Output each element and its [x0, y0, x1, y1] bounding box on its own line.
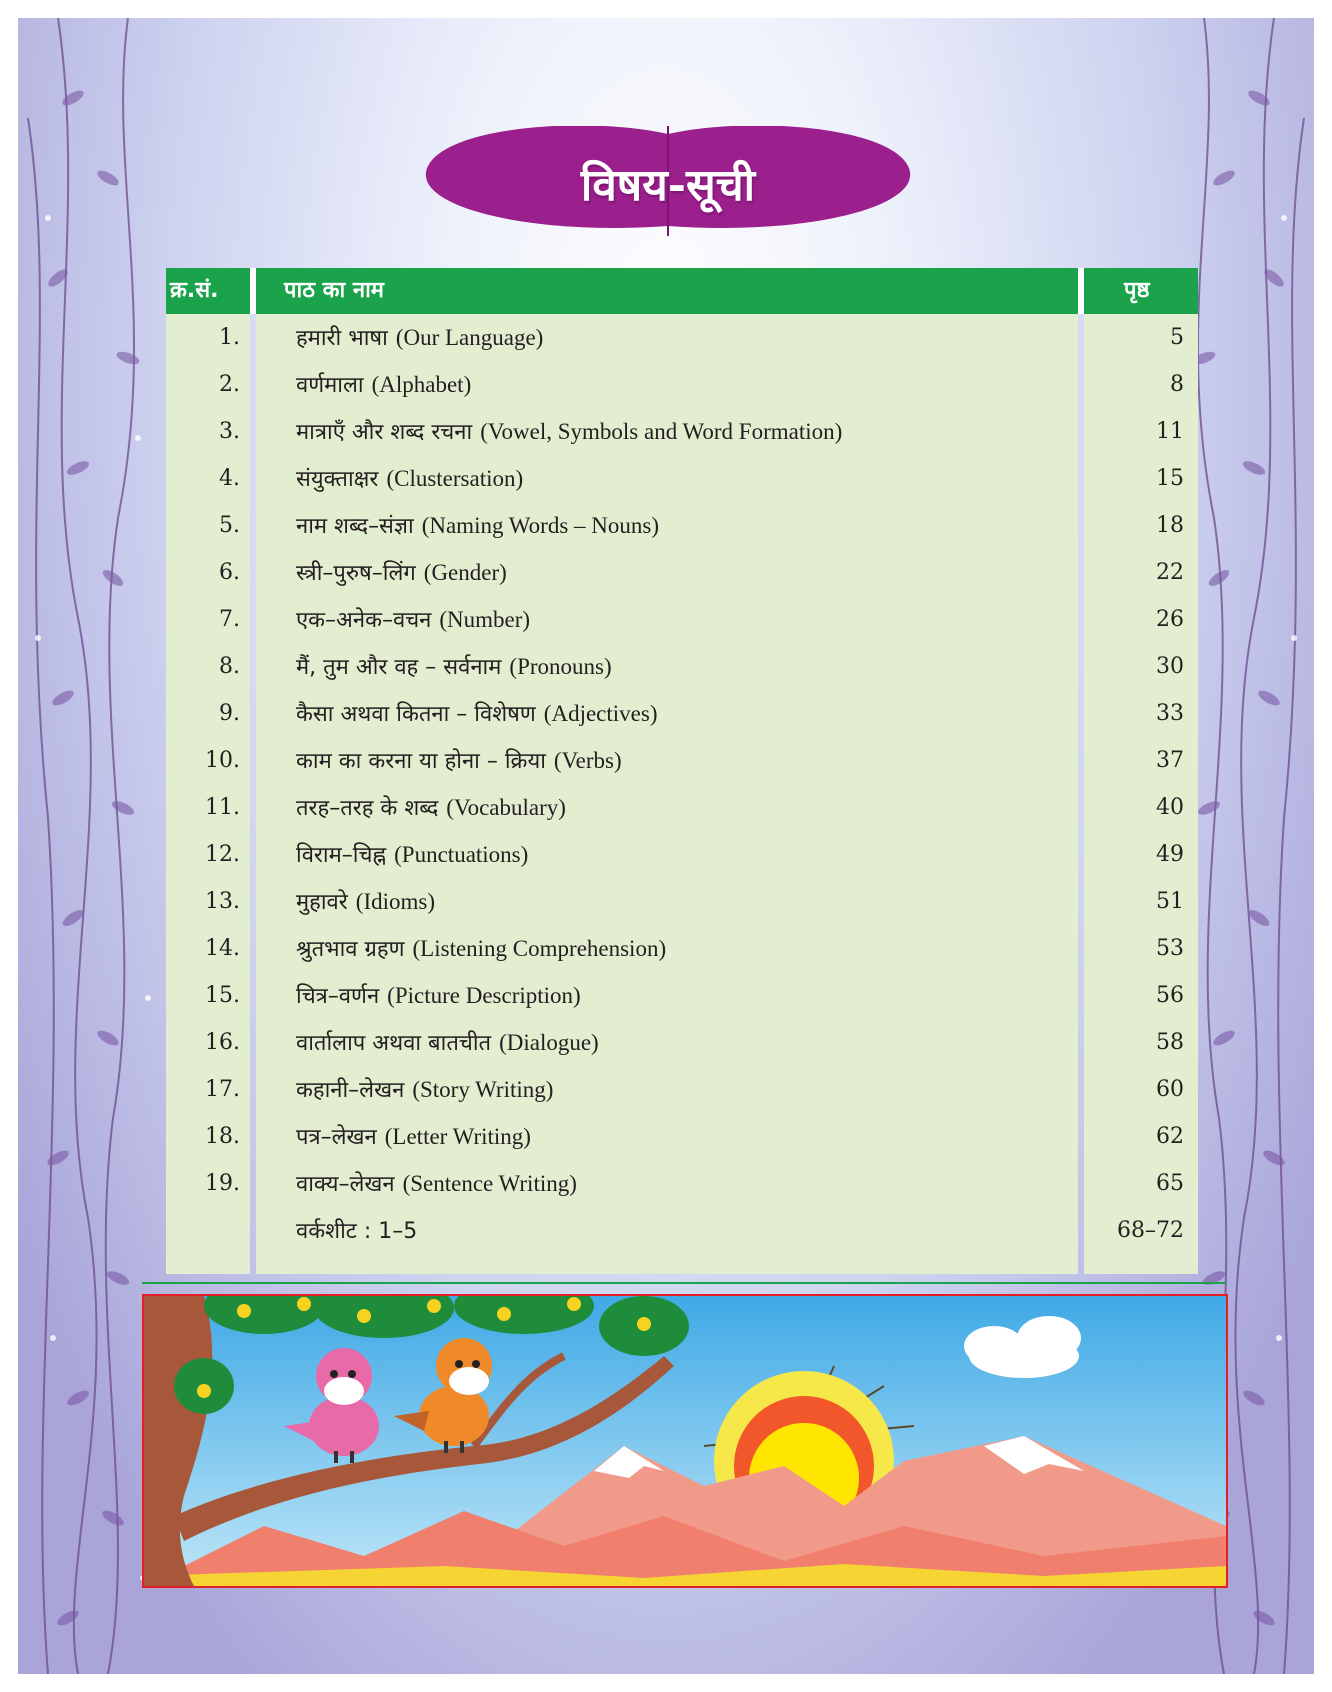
lesson-name — [296, 596, 1076, 644]
header-page: पृष्ठ — [1124, 278, 1150, 303]
row-number: 12. — [205, 842, 240, 867]
lesson-english: (Idioms) — [355, 889, 435, 914]
lesson-name — [296, 549, 1076, 597]
page-number: 40 — [1156, 795, 1184, 820]
table-row[interactable] — [166, 361, 1198, 408]
page-number: 26 — [1156, 607, 1184, 632]
lesson-english: (Adjectives) — [543, 701, 658, 726]
header-divider — [250, 268, 256, 314]
page-number: 15 — [1156, 466, 1184, 491]
table-row[interactable] — [166, 643, 1198, 690]
row-number: 10. — [205, 748, 240, 773]
row-number: 13. — [205, 889, 240, 914]
page-number: 51 — [1156, 889, 1184, 914]
table-row[interactable] — [166, 972, 1198, 1019]
table-row[interactable] — [166, 1160, 1198, 1207]
lesson-hindi: कहानी–लेखन — [296, 1078, 405, 1103]
lesson-name — [296, 1066, 1076, 1114]
divider-line — [142, 1282, 1226, 1284]
row-number: 9. — [219, 701, 240, 726]
lesson-hindi: काम का करना या होना – क्रिया — [296, 749, 546, 774]
lesson-hindi: मात्राएँ और शब्द रचना — [296, 420, 473, 445]
lesson-english: (Gender) — [423, 560, 507, 585]
lesson-english: (Sentence Writing) — [402, 1171, 577, 1196]
lesson-name — [296, 1019, 1076, 1067]
lesson-hindi: एक–अनेक–वचन — [296, 608, 432, 633]
lesson-name — [296, 408, 1076, 456]
page-number: 60 — [1156, 1077, 1184, 1102]
lesson-hindi: वर्कशीट : 1–5 — [296, 1219, 418, 1244]
lesson-hindi: स्त्री–पुरुष–लिंग — [296, 561, 416, 586]
table-row[interactable] — [166, 878, 1198, 925]
header-sno: क्र.सं. — [170, 278, 219, 303]
lesson-english: (Dialogue) — [499, 1030, 599, 1055]
page-number: 30 — [1156, 654, 1184, 679]
table-row[interactable] — [166, 1019, 1198, 1066]
row-number: 18. — [205, 1124, 240, 1149]
lesson-english: (Alphabet) — [371, 372, 472, 397]
table-row[interactable] — [166, 596, 1198, 643]
contents-table — [166, 268, 1198, 1274]
lesson-name — [296, 690, 1076, 738]
table-row[interactable] — [166, 408, 1198, 455]
lesson-name — [296, 737, 1076, 785]
page-number: 53 — [1156, 936, 1184, 961]
lesson-hindi: संयुक्ताक्षर — [296, 467, 379, 492]
lesson-english: (Vocabulary) — [446, 795, 566, 820]
header-divider — [1078, 268, 1084, 314]
landscape-illustration — [144, 1296, 1226, 1586]
lesson-name — [296, 831, 1076, 879]
row-number: 5. — [219, 513, 240, 538]
lesson-english: (Vowel, Symbols and Word Formation) — [480, 419, 843, 444]
lesson-english: (Verbs) — [553, 748, 622, 773]
row-number: 6. — [219, 560, 240, 585]
header-lesson: पाठ का नाम — [284, 278, 384, 303]
table-row[interactable] — [166, 831, 1198, 878]
lesson-english: (Number) — [439, 607, 531, 632]
lesson-english: (Picture Description) — [387, 983, 581, 1008]
lesson-hindi: मैं, तुम और वह – सर्वनाम — [296, 655, 502, 680]
row-number: 4. — [219, 466, 240, 491]
table-header — [166, 268, 1198, 314]
lesson-english: (Story Writing) — [412, 1077, 554, 1102]
lesson-hindi: चित्र–वर्णन — [296, 984, 380, 1009]
page-number: 22 — [1156, 560, 1184, 585]
lesson-name — [296, 972, 1076, 1020]
row-number: 2. — [219, 372, 240, 397]
table-row[interactable] — [166, 1066, 1198, 1113]
table-row[interactable] — [166, 455, 1198, 502]
lesson-hindi: तरह–तरह के शब्द — [296, 796, 439, 821]
page-number: 58 — [1156, 1030, 1184, 1055]
table-row[interactable] — [166, 784, 1198, 831]
lesson-hindi: वाक्य–लेखन — [296, 1172, 395, 1197]
illustration-frame — [142, 1294, 1228, 1588]
row-number: 19. — [205, 1171, 240, 1196]
table-row[interactable] — [166, 925, 1198, 972]
row-number: 8. — [219, 654, 240, 679]
lesson-english: (Listening Comprehension) — [412, 936, 667, 961]
lesson-name — [296, 502, 1076, 550]
table-row[interactable] — [166, 690, 1198, 737]
row-number: 7. — [219, 607, 240, 632]
lesson-name — [296, 784, 1076, 832]
row-number: 15. — [205, 983, 240, 1008]
row-number: 11. — [205, 795, 240, 820]
page-number: 11 — [1156, 419, 1184, 444]
lesson-hindi: वर्णमाला — [296, 373, 364, 398]
lesson-hindi: नाम शब्द–संज्ञा — [296, 514, 414, 539]
lesson-hindi: वार्तालाप अथवा बातचीत — [296, 1031, 492, 1056]
lesson-name — [296, 1113, 1076, 1161]
page-number: 5 — [1170, 325, 1184, 350]
lesson-name — [296, 1160, 1076, 1208]
lesson-name — [296, 925, 1076, 973]
lesson-hindi: श्रुतभाव ग्रहण — [296, 937, 405, 962]
row-number: 14. — [205, 936, 240, 961]
table-row[interactable] — [166, 549, 1198, 596]
lesson-name — [296, 643, 1076, 691]
table-row[interactable] — [166, 1207, 1198, 1254]
lesson-name — [296, 1207, 1076, 1255]
lesson-hindi: हमारी भाषा — [296, 326, 388, 351]
page-number: 65 — [1156, 1171, 1184, 1196]
page-number: 18 — [1156, 513, 1184, 538]
table-row[interactable] — [166, 314, 1198, 361]
page-number: 37 — [1156, 748, 1184, 773]
lesson-name — [296, 314, 1076, 362]
lesson-name — [296, 878, 1076, 926]
table-row[interactable] — [166, 737, 1198, 784]
lesson-hindi: पत्र–लेखन — [296, 1125, 377, 1150]
lesson-english: (Punctuations) — [394, 842, 529, 867]
lesson-name — [296, 455, 1076, 503]
lesson-hindi: मुहावरे — [296, 890, 348, 915]
row-number: 17. — [205, 1077, 240, 1102]
row-number: 1. — [219, 325, 240, 350]
lesson-hindi: विराम–चिह्न — [296, 843, 387, 868]
page-number: 62 — [1156, 1124, 1184, 1149]
lesson-english: (Naming Words – Nouns) — [421, 513, 659, 538]
lesson-english: (Pronouns) — [509, 654, 612, 679]
lesson-name — [296, 361, 1076, 409]
lesson-english: (Clustersation) — [386, 466, 524, 491]
row-number: 3. — [219, 419, 240, 444]
page-number: 68–72 — [1117, 1218, 1184, 1243]
page-number: 8 — [1170, 372, 1184, 397]
page-title: विषय-सूची — [580, 160, 756, 211]
page — [18, 18, 1314, 1674]
table-row[interactable] — [166, 502, 1198, 549]
page-number: 49 — [1156, 842, 1184, 867]
page-number: 33 — [1156, 701, 1184, 726]
row-number: 16. — [205, 1030, 240, 1055]
lesson-english: (Letter Writing) — [384, 1124, 531, 1149]
table-row[interactable] — [166, 1113, 1198, 1160]
lesson-hindi: कैसा अथवा कितना – विशेषण — [296, 702, 536, 727]
lesson-english: (Our Language) — [395, 325, 544, 350]
page-number: 56 — [1156, 983, 1184, 1008]
